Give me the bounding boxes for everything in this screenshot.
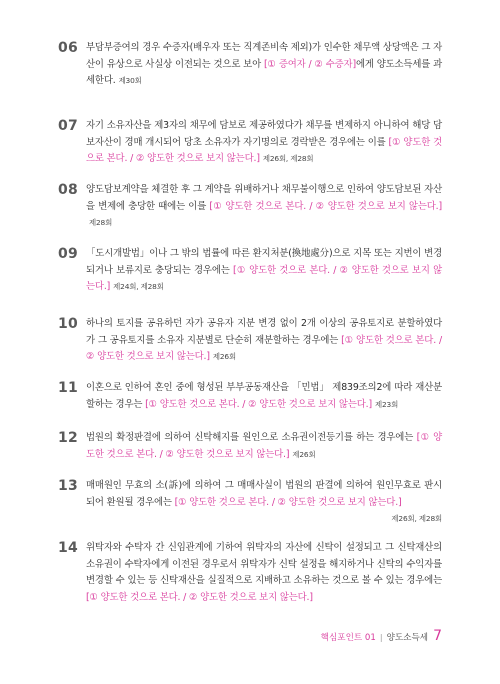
exam-reference: 제30회	[118, 76, 142, 86]
question-number: 07	[58, 118, 79, 134]
exam-reference: 제26회	[292, 449, 316, 459]
footer-section: 핵심포인트 01	[320, 633, 376, 643]
question-text: 자기 소유자산을 제3자의 채무에 담보로 제공하였다가 채무를 변제하지 아니하여 해당 담보자산이 경매 개시되어 당초 소유자가 자기명의로 경락받은 경우에는 이를 [① 양도한 것으로 본다. / ② 양도한 것으로 보지 않는다.] 제26회, 제28회	[86, 120, 442, 165]
question-number: 10	[58, 316, 79, 332]
exam-reference: 제26회	[212, 352, 236, 362]
question-text: 위탁자와 수탁자 간 신임관계에 기하여 위탁자의 자산에 신탁이 설정되고 그 신탁재산의 소유권이 수탁자에게 이전된 경우로서 위탁자가 신탁 설정을 해지하거나 신탁의 수익자를 변경할 수 있는 등 신탁재산을 실질적으로 지배하고 소유하는 것으로 볼 수 있는 경우에는 [① 양도한 것으로 본다. / ② 양도한 것으로 보지 않는다.]	[86, 542, 442, 603]
answer-choice: [① 양도한 것으로 본다. / ② 양도한 것으로 보지 않는다.]	[86, 432, 442, 460]
question-text: 양도담보계약을 체결한 후 그 계약을 위배하거나 채무불이행으로 인하여 양도담보된 자산을 변제에 충당한 때에는 이를 [① 양도한 것으로 본다. / ② 양도한 것으로 보지 않는다.]제28회	[86, 184, 442, 228]
question-number: 09	[58, 246, 79, 262]
question-number: 14	[58, 540, 79, 556]
answer-choice: [① 양도한 것으로 본다. / ② 양도한 것으로 보지 않는다.]	[145, 398, 372, 410]
question-text: 하나의 토지를 공유하던 자가 공유자 지분 변경 없이 2개 이상의 공유토지로 분할하였다가 그 공유토지를 소유자 지분별로 단순히 재분할하는 경우에는 [① 양도한 것으로 본다. / ② 양도한 것으로 보지 않는다.] 제26회	[86, 318, 442, 363]
question-text: 「도시개발법」이나 그 밖의 법률에 따른 환지처분(換地處分)으로 지목 또는 지번이 변경되거나 보류지로 충당되는 경우에는 [① 양도한 것으로 본다. / ② 양도한 것으로 보지 않는다.] 제24회, 제28회	[86, 248, 443, 293]
footer-chapter: 양도소득세	[386, 633, 429, 643]
page-number: 7	[433, 628, 442, 644]
question-number: 08	[58, 182, 79, 198]
question-text: 이혼으로 인하여 혼인 중에 형성된 부부공동재산을 「민법」 제839조의2에 따라 재산분할하는 경우는 [① 양도한 것으로 본다. / ② 양도한 것으로 보지 않는다.] 제23회	[86, 382, 442, 410]
answer-choice: [① 양도한 것으로 본다. / ② 양도한 것으로 보지 않는다.]	[86, 591, 313, 603]
question-number: 13	[58, 478, 79, 494]
footer-separator: |	[379, 633, 383, 642]
page-footer	[321, 628, 442, 644]
question-text: 매매원인 무효의 소(訴)에 의하여 그 매매사실이 법원의 판결에 의하여 원인무효로 판시되어 환원될 경우에는 [① 양도한 것으로 본다. / ② 양도한 것으로 보지 않는다.] 제26회, 제28회	[86, 478, 442, 528]
question-number: 12	[58, 430, 79, 446]
answer-choice: [① 양도한 것으로 본다. / ② 양도한 것으로 보지 않는다.]	[86, 334, 442, 363]
exam-reference: 제23회	[375, 399, 399, 409]
answer-choice: [① 증여자 / ② 수증자]	[263, 58, 356, 70]
answer-choice: [① 양도한 것으로 본다. / ② 양도한 것으로 보지 않는다.]	[86, 264, 443, 293]
answer-choice: [① 양도한 것으로 본다. / ② 양도한 것으로 보지 않는다.]	[209, 200, 442, 212]
question-text: 부담부증여의 경우 수증자(배우자 또는 직계존비속 제외)가 인수한 채무액 상당액은 그 자산이 유상으로 사실상 이전되는 것으로 보아 [① 증여자 / ② 수증자]에게 양도소득세를 과세한다. 제30회	[86, 42, 442, 87]
question-text: 법원의 확정판결에 의하여 신탁해지를 원인으로 소유권이전등기를 하는 경우에는 [① 양도한 것으로 본다. / ② 양도한 것으로 보지 않는다.] 제26회	[86, 432, 442, 460]
question-number: 11	[58, 380, 79, 396]
answer-choice: [① 양도한 것으로 본다. / ② 양도한 것으로 보지 않는다.]	[86, 136, 442, 165]
question-number: 06	[58, 40, 79, 56]
exam-reference: 제24회, 제28회	[113, 282, 164, 292]
exam-reference: 제28회	[89, 218, 113, 228]
exam-reference: 제26회, 제28회	[391, 514, 442, 524]
answer-choice: [① 양도한 것으로 본다. / ② 양도한 것으로 보지 않는다.]	[174, 496, 402, 508]
exam-reference: 제26회, 제28회	[262, 154, 314, 164]
